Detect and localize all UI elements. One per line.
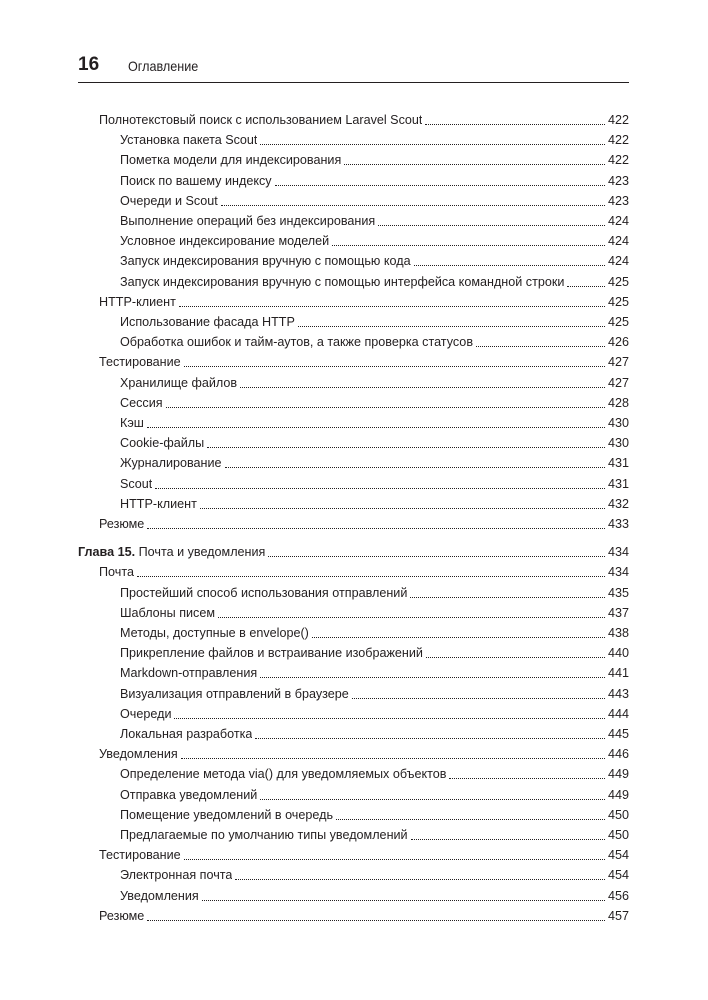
toc-entry-page: 450 [607, 808, 629, 822]
toc-entry-text: Прикрепление файлов и встраивание изображений [120, 646, 423, 660]
toc-entry [99, 350, 629, 370]
toc-entry [120, 641, 629, 661]
toc-entry-title [99, 564, 134, 580]
dot-leader [174, 714, 605, 719]
toc-entry-page: 445 [607, 727, 629, 741]
toc-entry [120, 249, 629, 269]
toc-entry-title [120, 807, 333, 823]
toc-entry-text: Хранилище файлов [120, 376, 238, 390]
toc-entry-page: 425 [607, 315, 629, 329]
toc-entry-title [99, 354, 181, 370]
toc-entry-title [120, 686, 349, 702]
toc-entry-page: 443 [607, 687, 629, 701]
dot-leader [255, 734, 605, 739]
toc-entry-title [99, 294, 176, 310]
toc-entry-page: 423 [607, 174, 629, 188]
toc-entry-page: 434 [607, 565, 629, 579]
toc-entry-page: 422 [607, 113, 629, 127]
toc-entry-page: 425 [607, 295, 629, 309]
toc-entry-page: 424 [607, 254, 629, 268]
toc-entry-text: Пометка модели для индексирования [120, 153, 342, 167]
toc-entry-text: Очереди [120, 707, 172, 721]
toc-entry-text: Запуск индексирования вручную с помощью интерфейса командной строки [120, 275, 565, 289]
toc-entry-text: Поиск по вашему индексу [120, 174, 272, 188]
toc-entry-title [120, 395, 163, 411]
toc-entry-title [120, 132, 257, 148]
toc-entry [120, 148, 629, 168]
toc-chapter-entry [78, 540, 629, 560]
toc-entry-title [120, 375, 237, 391]
toc-entry [99, 904, 629, 924]
toc-entry-page: 422 [607, 133, 629, 147]
dot-leader [184, 855, 605, 860]
toc-entry-title [120, 787, 257, 803]
toc-entry-title [120, 455, 222, 471]
toc-entry-text: Визуализация отправлений в браузере [120, 687, 349, 701]
toc-entry-text: Выполнение операций без индексирования [120, 214, 376, 228]
toc-entry-text: Локальная разработка [120, 727, 253, 741]
toc-entry-text: Предлагаемые по умолчанию типы уведомлений [120, 828, 408, 842]
toc-entry-title [120, 827, 408, 843]
dot-leader [166, 403, 605, 408]
toc-entry-page: 449 [607, 788, 629, 802]
toc-entry-page: 457 [607, 909, 629, 923]
toc-entry [120, 310, 629, 330]
toc-entry-page: 431 [607, 477, 629, 491]
toc-entry-title [78, 544, 265, 560]
toc-entry-title [99, 112, 422, 128]
toc-entry [120, 270, 629, 290]
toc-entry [120, 762, 629, 782]
toc-entry-text: Сессия [120, 396, 163, 410]
toc-entry [120, 581, 629, 601]
toc-entry-page: 454 [607, 848, 629, 862]
toc-entry [120, 411, 629, 431]
dot-leader [410, 593, 605, 598]
dot-leader [352, 694, 605, 699]
toc-entry [120, 863, 629, 883]
toc-entry-page: 431 [607, 456, 629, 470]
toc-entry-text: Отправка уведомлений [120, 788, 258, 802]
toc-entry-page: 450 [607, 828, 629, 842]
toc-entry-title [120, 706, 171, 722]
toc-entry-page: 430 [607, 436, 629, 450]
toc-entry-page: 427 [607, 355, 629, 369]
toc-entry-title [120, 625, 309, 641]
toc-entry [120, 621, 629, 641]
toc-entry-title [120, 645, 423, 661]
toc-entry-title [99, 847, 181, 863]
toc-entry-text: Резюме [99, 517, 145, 531]
toc-entry-page: 424 [607, 234, 629, 248]
toc-entry-page: 426 [607, 335, 629, 349]
toc-entry [120, 229, 629, 249]
dot-leader [218, 613, 605, 618]
toc-entry-text: Тестирование [99, 355, 181, 369]
dot-leader [449, 774, 605, 779]
toc-entry-page: 446 [607, 747, 629, 761]
dot-leader [378, 221, 605, 226]
toc-entry-text: Scout [120, 477, 153, 491]
toc-entry [120, 451, 629, 471]
toc-entry-text: HTTP-клиент [99, 295, 176, 309]
toc-entry [120, 330, 629, 350]
toc-entry [99, 742, 629, 762]
toc-entry-title [99, 908, 144, 924]
toc-entry-title [120, 888, 199, 904]
dot-leader [200, 504, 605, 509]
toc-entry [120, 472, 629, 492]
toc-entry-page: 440 [607, 646, 629, 660]
toc-entry-title [120, 585, 407, 601]
toc-entry-title [120, 274, 564, 290]
chapter-label: Глава 15. [78, 545, 136, 559]
dot-leader [147, 423, 605, 428]
toc-entry-text: Markdown-отправления [120, 666, 258, 680]
toc-entry-title [120, 213, 375, 229]
dot-leader [414, 261, 605, 266]
toc-entry-title [120, 726, 252, 742]
toc-entry-text: Полнотекстовый поиск с использованием Laravel Scout [99, 113, 423, 127]
toc-entry-title [99, 516, 144, 532]
toc-entry-text: Запуск индексирования вручную с помощью кода [120, 254, 411, 268]
toc-entry-page: 456 [607, 889, 629, 903]
toc-entry [99, 560, 629, 580]
toc-entry-text: Шаблоны писем [120, 606, 216, 620]
toc-entry-text: Определение метода via() для уведомляемых объектов [120, 767, 447, 781]
toc-entry [120, 783, 629, 803]
page-number: 16 [78, 54, 100, 75]
dot-leader [275, 181, 605, 186]
toc-entry-title [120, 766, 446, 782]
toc-entry-page: 438 [607, 626, 629, 640]
toc-entry-text: Почта и уведомления [138, 545, 266, 559]
toc-entry [99, 843, 629, 863]
toc-entry [120, 661, 629, 681]
toc-entry [120, 371, 629, 391]
dot-leader [476, 342, 605, 347]
toc-entry-text: Простейший способ использования отправлений [120, 586, 408, 600]
dot-leader [181, 754, 605, 759]
toc-entry [120, 823, 629, 843]
toc-entry-title [120, 476, 152, 492]
toc-entry-text: Тестирование [99, 848, 181, 862]
toc-entry-text: Журналирование [120, 456, 222, 470]
toc-entry-title [120, 605, 215, 621]
dot-leader [425, 120, 605, 125]
dot-leader [298, 322, 605, 327]
toc-entry-text: Использование фасада HTTP [120, 315, 295, 329]
toc-entry [99, 108, 629, 128]
toc-entry-text: Почта [99, 565, 134, 579]
dot-leader [240, 383, 605, 388]
toc-entry-page: 428 [607, 396, 629, 410]
dot-leader [184, 362, 605, 367]
toc-entry-page: 435 [607, 586, 629, 600]
toc-entry-page: 441 [607, 666, 629, 680]
toc-entry [120, 722, 629, 742]
toc-entry-page: 437 [607, 606, 629, 620]
dot-leader [567, 282, 605, 287]
toc-entry [120, 682, 629, 702]
toc-entry-page: 434 [607, 545, 629, 559]
toc-entry [120, 209, 629, 229]
toc-entry [120, 431, 629, 451]
toc-entry-page: 432 [607, 497, 629, 511]
dot-leader [225, 463, 605, 468]
toc-entry-title [99, 746, 178, 762]
toc-entry-title [120, 415, 144, 431]
dot-leader [179, 302, 605, 307]
toc-entry-page: 423 [607, 194, 629, 208]
toc-entry-page: 454 [607, 868, 629, 882]
toc-entry-title [120, 193, 218, 209]
toc-entry [120, 492, 629, 512]
dot-leader [137, 572, 605, 577]
toc-entry-page: 425 [607, 275, 629, 289]
dot-leader [312, 633, 605, 638]
toc-entry-text: Методы, доступные в envelope() [120, 626, 309, 640]
toc-entry-title [120, 665, 257, 681]
toc-entry-page: 427 [607, 376, 629, 390]
toc-entry-page: 433 [607, 517, 629, 531]
toc-entry [120, 803, 629, 823]
dot-leader [202, 896, 605, 901]
toc-entry-text: Резюме [99, 909, 145, 923]
dot-leader [426, 653, 605, 658]
toc-entry-title [120, 173, 272, 189]
toc-entry-text: Обработка ошибок и тайм-аутов, а также проверка статусов [120, 335, 474, 349]
toc-entry-title [120, 435, 204, 451]
toc-entry-title [120, 496, 197, 512]
toc-entry-text: Электронная почта [120, 868, 233, 882]
toc-entry-page: 422 [607, 153, 629, 167]
toc-entry-text: Помещение уведомлений в очередь [120, 808, 334, 822]
toc-entry-text: Cookie-файлы [120, 436, 205, 450]
toc-entry-title [120, 152, 341, 168]
dot-leader [260, 140, 605, 145]
dot-leader [147, 524, 605, 529]
toc-entry [99, 512, 629, 532]
toc-entry-text: Кэш [120, 416, 144, 430]
dot-leader [336, 815, 605, 820]
toc-entry-title [120, 334, 473, 350]
dot-leader [260, 795, 605, 800]
dot-leader [411, 835, 605, 840]
toc-entry-page: 449 [607, 767, 629, 781]
toc-entry-text: Уведомления [120, 889, 199, 903]
toc-entry [99, 290, 629, 310]
toc-entry-title [120, 253, 411, 269]
toc-entry-page: 424 [607, 214, 629, 228]
toc-entry-text: HTTP-клиент [120, 497, 197, 511]
toc-entry [120, 702, 629, 722]
dot-leader [344, 160, 605, 165]
dot-leader [147, 916, 605, 921]
toc-entry [120, 884, 629, 904]
dot-leader [221, 201, 605, 206]
toc-entry-text: Очереди и Scout [120, 194, 218, 208]
toc-entry-text: Установка пакета Scout [120, 133, 258, 147]
dot-leader [268, 552, 605, 557]
dot-leader [260, 673, 605, 678]
toc-entry-text: Условное индексирование моделей [120, 234, 330, 248]
toc-entry-title [120, 233, 329, 249]
toc-entry [120, 128, 629, 148]
toc-entry-page: 430 [607, 416, 629, 430]
toc-entry-title [120, 867, 232, 883]
toc-entry [120, 169, 629, 189]
dot-leader [207, 443, 605, 448]
toc-entry [120, 601, 629, 621]
running-title: Оглавление [128, 58, 199, 74]
dot-leader [155, 484, 605, 489]
toc-entry-title [120, 314, 295, 330]
toc-entry-page: 444 [607, 707, 629, 721]
dot-leader [332, 241, 605, 246]
toc-entry [120, 391, 629, 411]
toc-entry [120, 189, 629, 209]
dot-leader [235, 875, 605, 880]
toc-entry-text: Уведомления [99, 747, 178, 761]
